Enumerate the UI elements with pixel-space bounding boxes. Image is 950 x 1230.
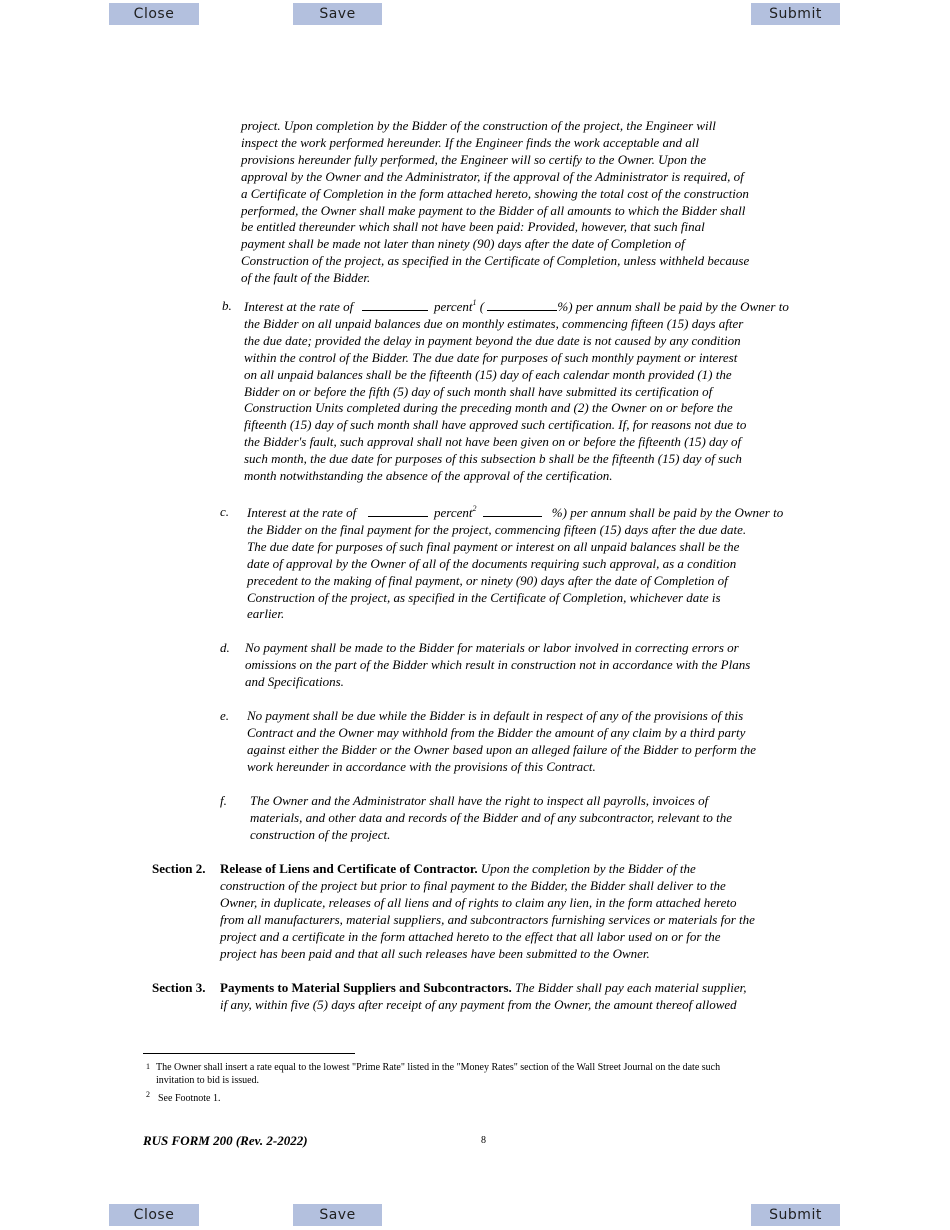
text-line: omissions on the part of the Bidder which result in construction not in accordance with the Plans — [245, 656, 751, 672]
text-line: Payments to Material Suppliers and Subcontractors. The Bidder shall pay each material supplier, — [220, 980, 747, 995]
text-line: materials, and other data and records of the Bidder and of any subcontractor, relevant to the — [250, 809, 733, 825]
text-line: a Certificate of Completion in the form attached hereto, showing the total cost of the construction — [241, 185, 749, 201]
text-line: the Bidder on all unpaid balances due on monthly estimates, commencing fifteen (15) days after — [244, 315, 744, 331]
text-line: provisions hereunder fully performed, the Engineer will so certify to the Owner. Upon the — [241, 151, 707, 167]
text-line: on all unpaid balances shall be the fifteenth (15) day of each calendar month provided (1) the — [244, 366, 732, 382]
item-label-e: e. — [220, 708, 230, 723]
submit-button[interactable]: Submit — [751, 1204, 840, 1226]
text-line: construction of the project but prior to final payment to the Bidder, the Bidder shall deliver to the — [220, 877, 726, 893]
save-button[interactable]: Save — [293, 1204, 382, 1226]
section-2-label: Section 2. — [152, 861, 206, 876]
text-line: project. Upon completion by the Bidder of the construction of the project, the Engineer will — [241, 118, 716, 133]
final-interest-percent-blank[interactable] — [483, 504, 542, 517]
paragraph-b — [244, 298, 789, 485]
text-line: project has been paid and that all such releases have been submitted to the Owner. — [220, 945, 650, 961]
section-3-title: Payments to Material Suppliers and Subcontractors. — [220, 980, 512, 995]
footnote-1: The Owner shall insert a rate equal to the lowest "Prime Rate" listed in the "Money Rates" section of the Wall Street Journal on the date such invitation to bid is issued. — [156, 1062, 721, 1086]
text-line: precedent to the making of final payment, or ninety (90) days after the date of Completion of — [247, 572, 728, 588]
text-line: and Specifications. — [245, 673, 344, 689]
text-line: approval by the Owner and the Administrator, if the approval of the Administrator is required, of — [241, 168, 744, 184]
text-line: if any, within five (5) days after receipt of any payment from the Owner, the amount thereof allowed — [220, 996, 737, 1012]
text-line: The due date for purposes of such final payment or interest on all unpaid balances shall be the — [247, 538, 740, 554]
item-label-d: d. — [220, 640, 230, 655]
footnote-2: See Footnote 1. — [158, 1093, 221, 1104]
item-label-f: f. — [220, 793, 227, 808]
text-line: Interest at the rate of percent$^2$ %) per annum shall be paid by the Owner to — [247, 503, 784, 520]
text-line: date of approval by the Owner of all of the documents requiring such approval, as a condition — [247, 555, 737, 571]
page-number: 8 — [481, 1135, 486, 1146]
form-identifier: RUS FORM 200 (Rev. 2-2022) — [143, 1133, 308, 1148]
section-3-label: Section 3. — [152, 980, 206, 995]
final-interest-rate-blank[interactable] — [368, 504, 428, 517]
text-line: such month, the due date for purposes of this subsection b shall be the fifteenth (15) day of such — [244, 451, 742, 467]
section-3-body — [220, 980, 746, 1014]
text-line: within the control of the Bidder. The due date for purposes of such monthly payment or interest — [244, 349, 738, 365]
section-2-title: Release of Liens and Certificate of Contractor. — [220, 861, 478, 876]
text-line: construction of the project. — [250, 826, 391, 842]
text-line: Bidder on or before the fifth (5) day of such month shall have submitted its certification of — [244, 383, 713, 399]
text-line: The Owner and the Administrator shall have the right to inspect all payrolls, invoices of — [250, 793, 709, 808]
paragraph-c — [247, 504, 783, 623]
footnote-divider — [143, 1053, 355, 1054]
section-2-body — [220, 861, 755, 962]
text-line: work hereunder in accordance with the provisions of this Contract. — [247, 758, 596, 774]
paragraph-a — [241, 118, 749, 287]
paragraph-f — [250, 793, 732, 844]
interest-rate-blank[interactable] — [362, 298, 428, 311]
text-line: the Bidder on the final payment for the project, commencing fifteen (15) days after the due date. — [247, 521, 747, 537]
text-line: from all manufacturers, material suppliers, and subcontractors furnishing services or materials for the — [220, 911, 755, 927]
footnote-2-mark: 2 — [146, 1090, 150, 1099]
text-line: inspect the work performed hereunder. If the Engineer finds the work acceptable and all — [241, 134, 700, 150]
item-label-b: b. — [222, 298, 232, 313]
text-line: Construction Units completed during the preceding month and (2) the Owner on or before the — [244, 400, 733, 416]
text-line: the Bidder's fault, such approval shall not have been given on or before the fifteenth (15) day of — [244, 434, 742, 450]
paragraph-e — [247, 708, 756, 776]
interest-percent-blank[interactable] — [487, 298, 557, 311]
text-line: Contract and the Owner may withhold from the Bidder the amount of any claim by a third party — [247, 724, 746, 740]
close-button[interactable]: Close — [109, 1204, 199, 1226]
text-line: project and a certificate in the form attached hereto to the effect that all labor used on or for the — [220, 928, 721, 944]
text-line: No payment shall be due while the Bidder is in default in respect of any of the provisions of this — [247, 708, 744, 723]
close-button[interactable]: Close — [109, 3, 199, 25]
text-line: month notwithstanding the absence of the approval of the certification. — [244, 468, 613, 484]
footnote-1-mark: 1 — [146, 1062, 150, 1071]
save-button[interactable]: Save — [293, 3, 382, 25]
text-line: of the fault of the Bidder. — [241, 270, 371, 286]
text-line: Construction of the project, as specified in the Certificate of Completion, whichever date is — [247, 589, 721, 605]
text-line: payment shall be made not later than ninety (90) days after the date of Completion of — [241, 236, 685, 252]
text-line: performed, the Owner shall make payment to the Bidder of all amounts to which the Bidder shall — [241, 202, 746, 218]
text-line: Owner, in duplicate, releases of all liens and of rights to claim any lien, in the form attached hereto — [220, 894, 737, 910]
text-line: Interest at the rate of percent$^1$ ( %) per annum shall be paid by the Owner to — [244, 297, 789, 314]
text-line: against either the Bidder or the Owner based upon an alleged failure of the Bidder to perform the — [247, 741, 756, 757]
text-line: the due date; provided the delay in payment beyond the due date is not caused by any condition — [244, 332, 741, 348]
paragraph-d — [245, 640, 750, 691]
text-line: No payment shall be made to the Bidder for materials or labor involved in correcting errors or — [245, 640, 739, 655]
text-line: Construction of the project, as specified in the Certificate of Completion, unless withheld because — [241, 253, 750, 269]
text-line: Release of Liens and Certificate of Contractor. Upon the completion by the Bidder of the — [220, 861, 696, 876]
text-line: earlier. — [247, 606, 285, 622]
text-line: fifteenth (15) day of such month shall have approved such certification. If, for reasons not due to — [244, 417, 747, 433]
text-line: be entitled thereunder which shall not have been paid: Provided, however, that such final — [241, 219, 705, 235]
item-label-c: c. — [220, 504, 230, 519]
submit-button[interactable]: Submit — [751, 3, 840, 25]
